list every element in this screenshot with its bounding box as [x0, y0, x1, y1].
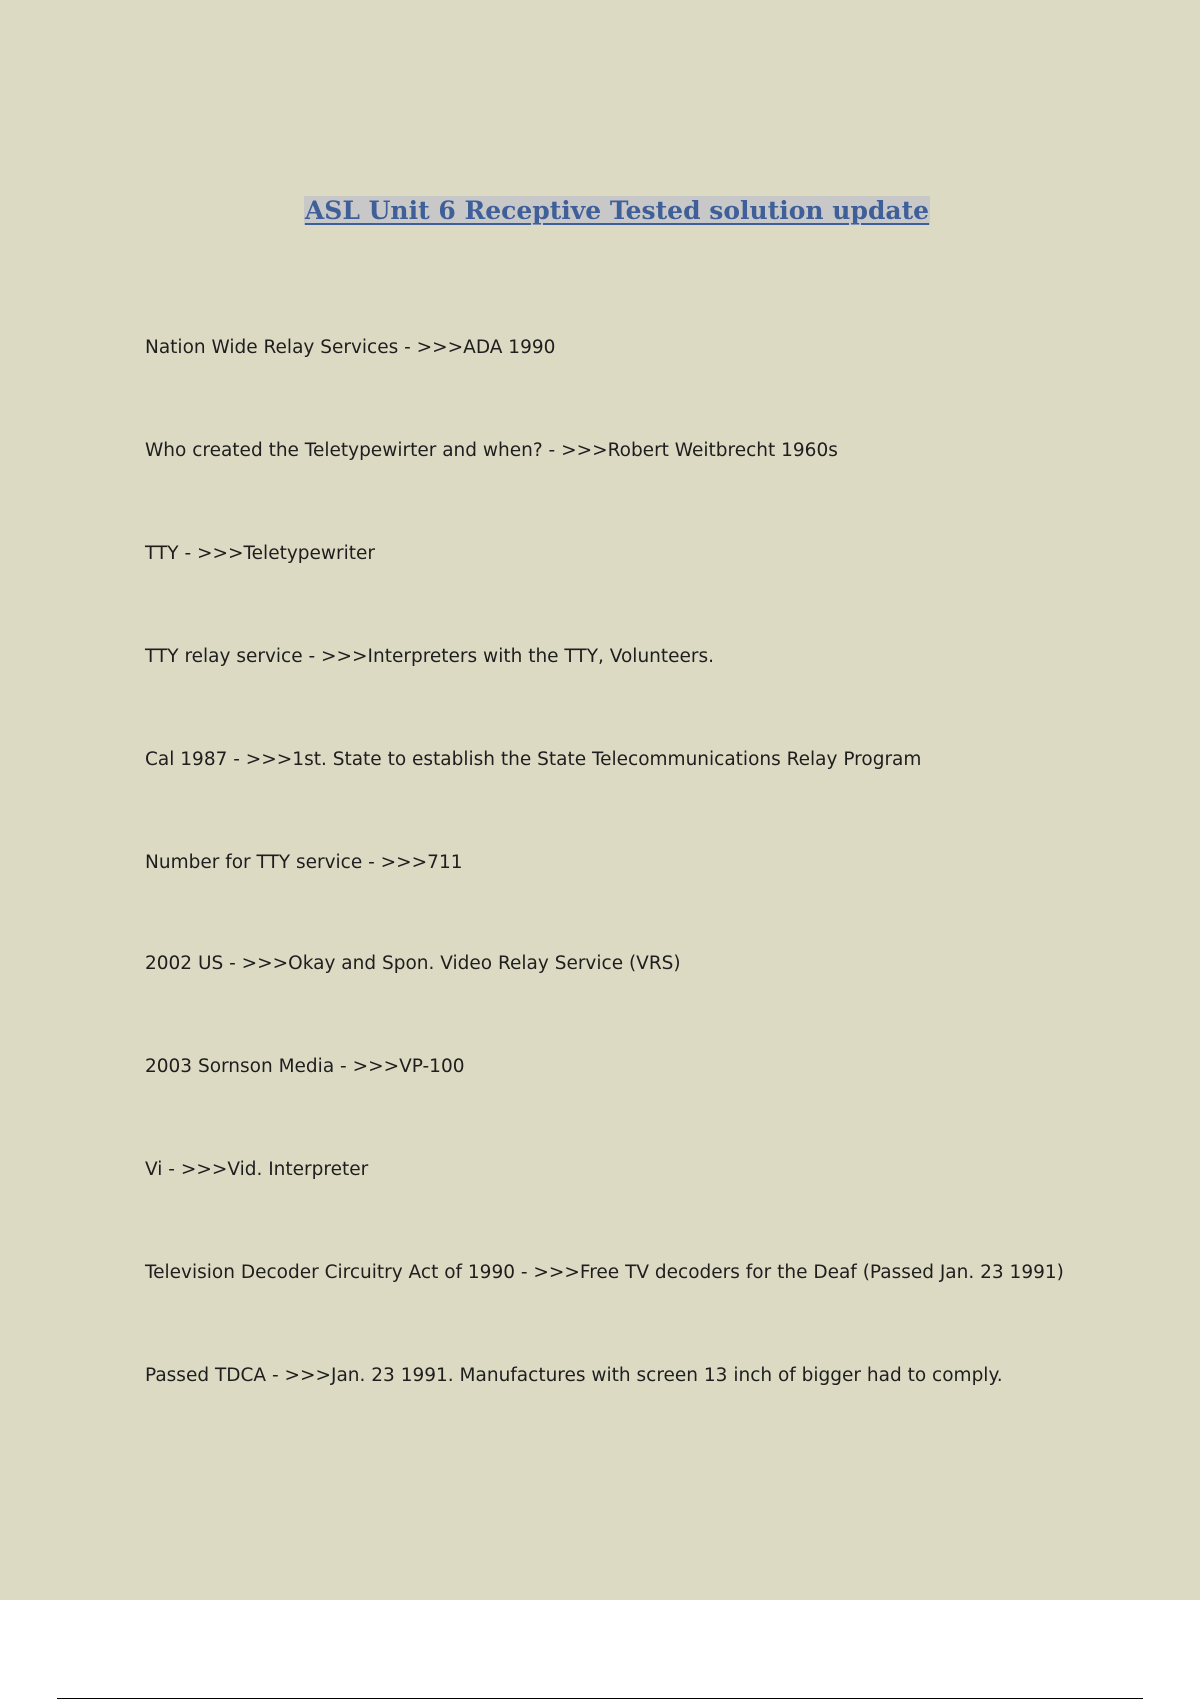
list-item: Number for TTY service - >>>711 — [145, 852, 463, 873]
list-item: Vi - >>>Vid. Interpreter — [145, 1159, 369, 1180]
list-item: TTY - >>>Teletypewriter — [145, 543, 376, 564]
list-item: TTY relay service - >>>Interpreters with the TTY, Volunteers. — [145, 646, 715, 667]
document-title-text: ASL Unit 6 Receptive Tested solution update — [304, 196, 930, 225]
list-item: 2003 Sornson Media - >>>VP-100 — [145, 1056, 465, 1077]
list-item: Cal 1987 - >>>1st. State to establish the State Telecommunications Relay Program — [145, 749, 922, 770]
list-item: Television Decoder Circuitry Act of 1990 - >>>Free TV decoders for the Deaf (Passed Jan. 23 1991) — [145, 1262, 1064, 1283]
footer-divider — [57, 1698, 1143, 1699]
list-item: Nation Wide Relay Services - >>>ADA 1990 — [145, 337, 556, 358]
document-title — [0, 193, 1200, 229]
list-item: 2002 US - >>>Okay and Spon. Video Relay Service (VRS) — [145, 953, 681, 974]
list-item: Passed TDCA - >>>Jan. 23 1991. Manufactures with screen 13 inch of bigger had to comply. — [145, 1365, 1003, 1386]
list-item: Who created the Teletypewirter and when? - >>>Robert Weitbrecht 1960s — [145, 440, 838, 461]
